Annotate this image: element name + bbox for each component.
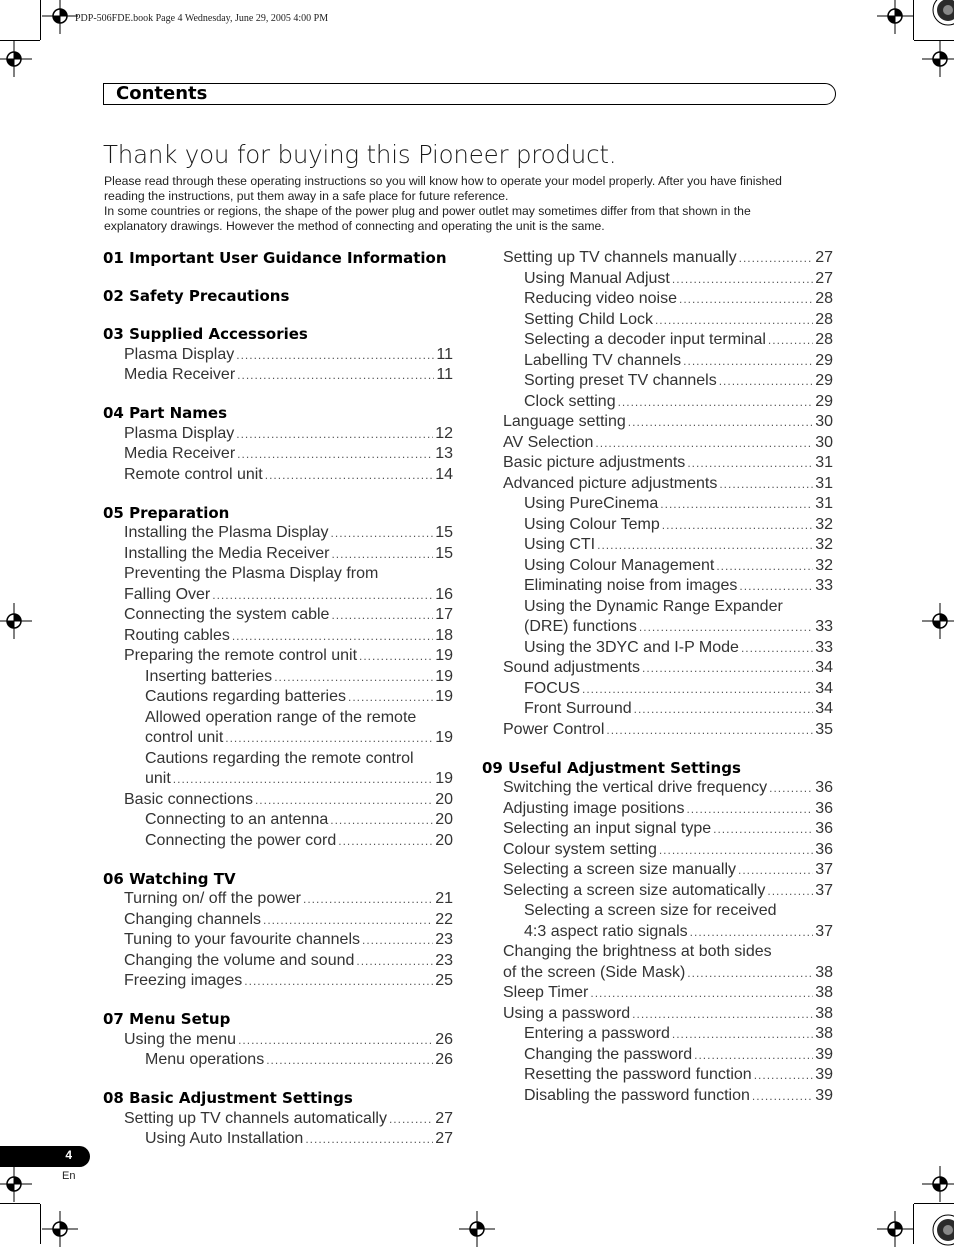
toc-entry[interactable]: Advanced picture adjustments ..... 31	[482, 475, 833, 496]
toc-entry[interactable]: of the screen (Side Mask) ..... 38	[482, 964, 833, 985]
toc-section-heading[interactable]: 09 Useful Adjustment Settings	[482, 758, 741, 777]
toc-subentry[interactable]: Using the 3DYC and I-P Mode ..... 33	[482, 639, 833, 660]
toc-entry[interactable]: Tuning to your favourite channels ..... 23	[103, 931, 453, 952]
toc-subentry[interactable]: Selecting a decoder input terminal ..... 28	[482, 331, 833, 352]
toc-entry[interactable]: Using a password ..... 38	[482, 1005, 833, 1026]
toc-entry[interactable]: Power Control ..... 35	[482, 721, 833, 742]
toc-subentry[interactable]: Entering a password ..... 38	[482, 1025, 833, 1046]
toc-entry[interactable]: Falling Over ..... 16	[103, 586, 453, 607]
toc-section-heading[interactable]: 03 Supplied Accessories	[103, 325, 308, 343]
intro-line: Please read through these operating instructions so you will know how to operate your model properly. After you have finished	[104, 174, 782, 188]
toc-entry-wrapped-line[interactable]: Cautions regarding the remote control	[145, 749, 414, 767]
toc-column-right	[482, 249, 833, 1107]
toc-section-heading[interactable]: 02 Safety Precautions	[103, 287, 290, 305]
toc-subentry[interactable]: Eliminating noise from images ..... 33	[482, 577, 833, 598]
toc-entry[interactable]: Plasma Display ..... 12	[103, 425, 453, 446]
registration-mark-icon	[459, 1211, 495, 1247]
page-title: Thank you for buying this Pioneer product.	[103, 140, 617, 169]
toc-subentry[interactable]: Resetting the password function ..... 39	[482, 1066, 833, 1087]
trim-mark	[0, 1203, 40, 1204]
toc-subentry[interactable]: Sorting preset TV channels ..... 29	[482, 372, 833, 393]
toc-section-heading[interactable]: 08 Basic Adjustment Settings	[103, 1089, 353, 1107]
toc-entry[interactable]: Colour system setting ..... 36	[482, 841, 833, 862]
toc-subentry[interactable]: Changing the password ..... 39	[482, 1046, 833, 1067]
toc-subentry[interactable]: Inserting batteries ..... 19	[103, 668, 453, 689]
toc-subentry[interactable]: Using Manual Adjust ..... 27	[482, 270, 833, 291]
toc-entry[interactable]: Basic picture adjustments ..... 31	[482, 454, 833, 475]
language-code: En	[62, 1170, 76, 1182]
toc-entry[interactable]: Routing cables ..... 18	[103, 627, 453, 648]
toc-subentry[interactable]: FOCUS ..... 34	[482, 680, 833, 701]
toc-entry-wrapped-line[interactable]: Using the Dynamic Range Expander	[524, 597, 783, 615]
trim-mark	[914, 40, 954, 41]
page-number-tab	[0, 1146, 90, 1167]
registration-mark-icon	[0, 603, 32, 639]
toc-entry[interactable]: Connecting the system cable ..... 17	[103, 606, 453, 627]
toc-entry[interactable]: Selecting a screen size manually ..... 37	[482, 861, 833, 882]
registration-mark-icon	[922, 1166, 954, 1202]
toc-subentry[interactable]: control unit ..... 19	[103, 729, 453, 750]
trim-mark	[914, 1203, 954, 1204]
intro-line: In some countries or regions, the shape of the power plug and power outlet may sometimes differ from that shown in the	[104, 204, 751, 218]
toc-entry-wrapped-line[interactable]: Preventing the Plasma Display from	[124, 565, 379, 582]
toc-subentry[interactable]: (DRE) functions ..... 33	[482, 618, 833, 639]
toc-subentry[interactable]: Using Colour Temp ..... 32	[482, 516, 833, 537]
toc-subentry[interactable]: Using CTI ..... 32	[482, 536, 833, 557]
toc-subentry[interactable]: Setting Child Lock ..... 28	[482, 311, 833, 332]
toc-entry[interactable]: Selecting an input signal type ..... 36	[482, 820, 833, 841]
intro-line: reading the instructions, put them away in a safe place for future reference.	[104, 189, 509, 203]
toc-entry[interactable]: Plasma Display ..... 11	[103, 346, 453, 367]
registration-mark-icon	[877, 1211, 913, 1247]
toc-entry[interactable]: Preparing the remote control unit ..... 19	[103, 647, 453, 668]
toc-section-heading[interactable]: 04 Part Names	[103, 404, 228, 422]
toc-section-heading[interactable]: 06 Watching TV	[103, 869, 236, 888]
toc-entry[interactable]: Installing the Media Receiver ..... 15	[103, 545, 453, 566]
registration-mark-icon	[42, 1211, 78, 1247]
section-title: Contents	[116, 83, 208, 104]
registration-mark-icon	[877, 0, 913, 34]
toc-subentry[interactable]: Clock setting ..... 29	[482, 393, 833, 414]
toc-entry[interactable]: Media Receiver ..... 11	[103, 366, 453, 387]
toc-column-left	[103, 249, 453, 1151]
print-color-circle-icon	[928, 0, 954, 28]
toc-subentry[interactable]: Using Colour Management ..... 32	[482, 557, 833, 578]
section-header-bar	[103, 83, 836, 105]
toc-subentry[interactable]: Labelling TV channels ..... 29	[482, 352, 833, 373]
toc-subentry[interactable]: 4:3 aspect ratio signals ..... 37	[482, 923, 833, 944]
toc-section-heading[interactable]: 05 Preparation	[103, 503, 230, 522]
toc-entry[interactable]: Language setting ..... 30	[482, 413, 833, 434]
toc-entry[interactable]: Adjusting image positions ..... 36	[482, 800, 833, 821]
toc-subentry[interactable]: Reducing video noise ..... 28	[482, 290, 833, 311]
toc-section-heading[interactable]: 01 Important User Guidance Information	[103, 249, 447, 267]
trim-mark	[913, 1204, 914, 1244]
toc-subentry[interactable]: Using PureCinema ..... 31	[482, 495, 833, 516]
trim-mark	[40, 0, 41, 40]
toc-entry[interactable]: Sound adjustments ..... 34	[482, 659, 833, 680]
toc-entry-wrapped-line[interactable]: Allowed operation range of the remote	[145, 708, 417, 726]
toc-entry[interactable]: Turning on/ off the power ..... 21	[103, 890, 453, 911]
registration-mark-icon	[922, 603, 954, 639]
toc-subentry[interactable]: Using Auto Installation ..... 27	[103, 1130, 453, 1151]
trim-mark	[913, 0, 914, 40]
toc-subentry[interactable]: unit ..... 19	[103, 770, 453, 791]
intro-line: explanatory drawings. However the method of connecting and operating the unit is the same.	[104, 219, 605, 233]
toc-subentry[interactable]: Connecting to an antenna ..... 20	[103, 811, 453, 832]
toc-entry[interactable]: Using the menu ..... 26	[103, 1031, 453, 1052]
toc-entry[interactable]: Setting up TV channels automatically ..... 27	[103, 1110, 453, 1131]
toc-subentry[interactable]: Front Surround ..... 34	[482, 700, 833, 721]
toc-entry[interactable]: Changing channels ..... 22	[103, 911, 453, 932]
registration-mark-icon	[42, 0, 78, 34]
toc-entry[interactable]: Sleep Timer ..... 38	[482, 984, 833, 1005]
toc-entry-wrapped-line[interactable]: Selecting a screen size for received	[524, 902, 777, 919]
toc-entry[interactable]: Basic connections ..... 20	[103, 791, 453, 812]
toc-subentry[interactable]: Connecting the power cord ..... 20	[103, 832, 453, 853]
toc-entry[interactable]: Selecting a screen size automatically ..... 37	[482, 882, 833, 903]
trim-mark	[0, 40, 40, 41]
registration-mark-icon	[0, 41, 32, 77]
page-number: 4	[65, 1148, 72, 1162]
toc-entry[interactable]: Installing the Plasma Display ..... 15	[103, 524, 453, 545]
toc-entry[interactable]: Changing the volume and sound ..... 23	[103, 952, 453, 973]
toc-entry[interactable]: Remote control unit ..... 14	[103, 466, 453, 487]
trim-mark	[40, 1204, 41, 1244]
toc-subentry[interactable]: Cautions regarding batteries ..... 19	[103, 688, 453, 709]
print-header: PDP-506FDE.book Page 4 Wednesday, June 29, 2005 4:00 PM	[75, 13, 329, 24]
toc-subentry[interactable]: Disabling the password function ..... 39	[482, 1087, 833, 1108]
toc-entry[interactable]: Media Receiver ..... 13	[103, 445, 453, 466]
toc-entry[interactable]: Freezing images ..... 25	[103, 972, 453, 993]
toc-entry[interactable]: Switching the vertical drive frequency ..... 36	[482, 779, 833, 800]
registration-mark-icon	[0, 1166, 32, 1202]
toc-subentry[interactable]: Menu operations ..... 26	[103, 1051, 453, 1072]
toc-section-heading[interactable]: 07 Menu Setup	[103, 1010, 231, 1028]
toc-entry[interactable]: AV Selection ..... 30	[482, 434, 833, 455]
toc-entry[interactable]: Setting up TV channels manually ..... 27	[482, 249, 833, 270]
print-color-circle-icon	[928, 1212, 954, 1248]
toc-entry-wrapped-line[interactable]: Changing the brightness at both sides	[503, 943, 772, 960]
intro-text	[104, 174, 834, 234]
registration-mark-icon	[922, 41, 954, 77]
